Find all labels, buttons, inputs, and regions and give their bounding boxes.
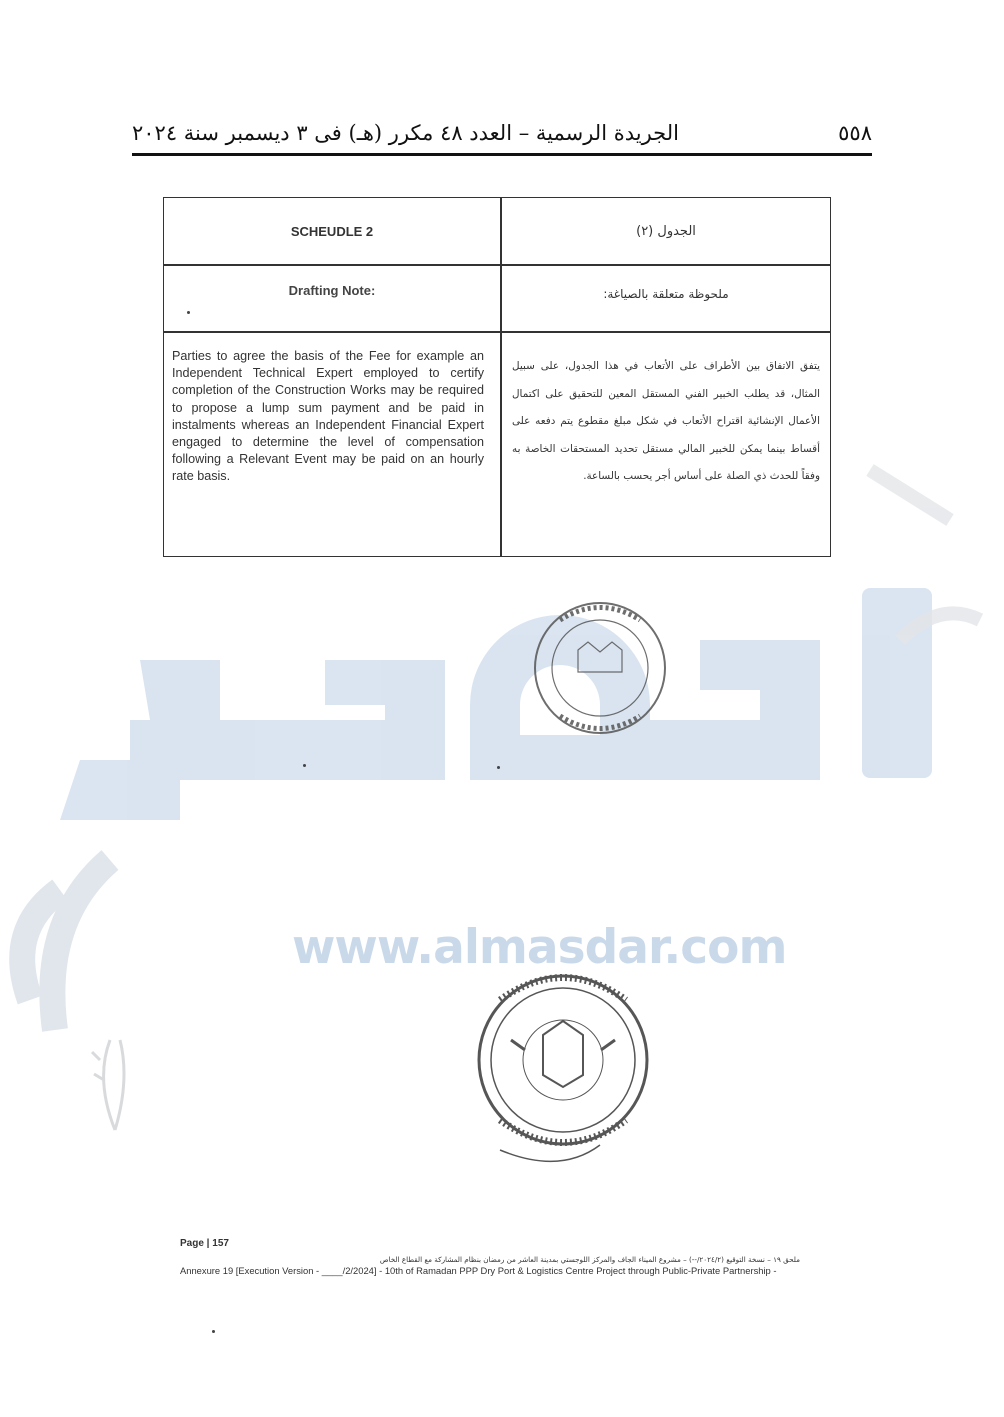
row-divider: [164, 331, 830, 333]
drafting-note-ar: ملحوظة متعلقة بالصياغة:: [603, 287, 729, 301]
speck: [212, 1330, 215, 1333]
footer-page-number: Page | 157: [180, 1238, 229, 1249]
watermark-url: www.almasdar.com: [292, 920, 787, 975]
fee-basis-text-en: Parties to agree the basis of the Fee for example an Independent Technical Expert employed to certify completion of the Construction Works may be required to propose a lump sum payment and be paid in instalments whereas an Independent Financial Expert engaged to determine the level of compensation following a Relevant Event may be paid on an hourly rate basis.: [172, 349, 484, 484]
page-footer: [180, 1238, 820, 1277]
parliament-seal: [479, 976, 647, 1161]
footer-annex-en: Annexure 19 [Execution Version - ____/2/2024] - 10th of Ramadan PPP Dry Port & Logistics Centre Project through Public-Private Partnership -: [180, 1265, 777, 1276]
page-header: [132, 113, 872, 156]
gazette-title: الجريدة الرسمية – العدد ٤٨ مكرر (هـ) فى ٣ ديسمبر سنة ٢٠٢٤: [132, 121, 679, 145]
speck: [187, 311, 190, 314]
speck: [303, 764, 306, 767]
schedule-title-en: SCHEUDLE 2: [290, 223, 374, 239]
footer-annex-ar: ملحق ١٩ – نسخة التوقيع (٢٠٢٤/٢/--) – مشروع الميناء الجاف والمركز اللوجستي بمدينة العاشر من رمضان بنظام المشاركة مع القطاع الخاص: [379, 1255, 800, 1264]
ministry-stamp: [535, 603, 665, 733]
drafting-note-en: Drafting Note:: [288, 283, 376, 298]
schedule-table: [163, 197, 831, 557]
fee-basis-text-ar: يتفق الاتفاق بين الأطراف على الأتعاب في هذا الجدول، على سبيل المثال، قد يطلب الخبير الفني المستقل المعين للتحقيق على اكتمال الأعمال الإنشائية اقتراح الأتعاب في شكل مبلغ مقطوع يتم دفعه على أقساط بينما يمكن للخبير المالي مستقل تحديد المستحقات الخاصة به وفقاً للحدث ذي الصلة على أساس أجر يحسب بالساعة.: [512, 360, 820, 483]
page-number: ٥٥٨: [838, 121, 872, 145]
schedule-title-ar: الجدول (٢): [636, 223, 696, 239]
speck: [497, 766, 500, 769]
